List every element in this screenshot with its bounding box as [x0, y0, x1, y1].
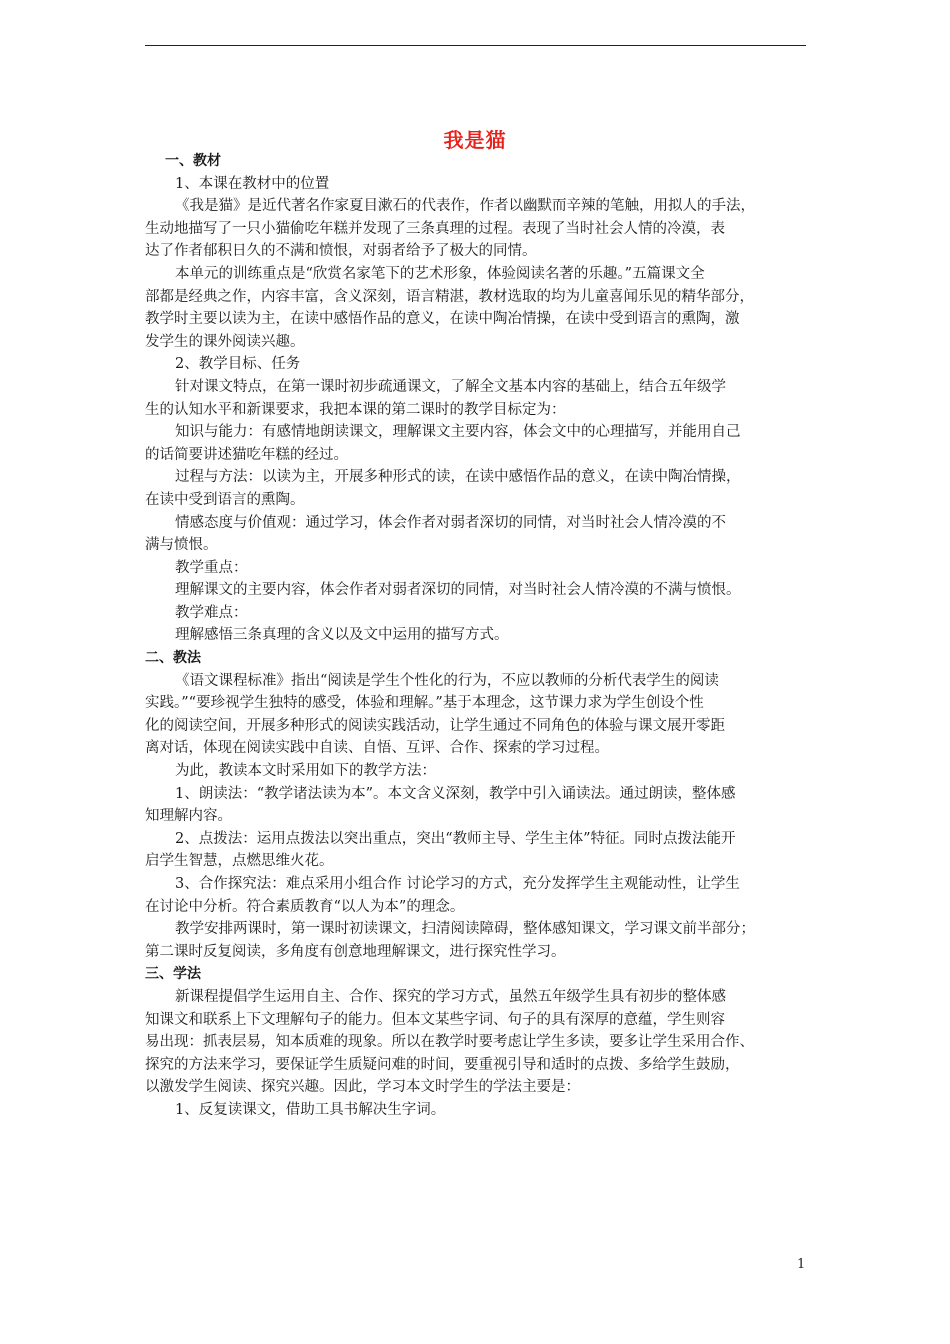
body-line: 发学生的课外阅读兴趣。 — [145, 333, 305, 350]
body-line: 启学生智慧，点燃思维火花。 — [145, 853, 334, 870]
body-line: 达了作者郁积日久的不满和愤恨，对弱者给予了极大的同情。 — [145, 243, 537, 260]
body-line: 探究的方法来学习，要保证学生质疑问难的时间，要重视引导和适时的点拨、多给学生鼓励， — [145, 1056, 740, 1073]
body-line: 在读中受到语言的熏陶。 — [145, 491, 305, 508]
section-heading: 一、教材 — [165, 153, 221, 169]
body-line: 1、朗读法：“教学诸法读为本”。本文含义深刻，教学中引入诵读法。通过朗读，整体感 — [175, 785, 736, 802]
body-line: 情感态度与价值观：通过学习，体会作者对弱者深切的同情，对当时社会人情冷漠的不 — [175, 514, 726, 531]
document-body — [145, 150, 810, 1122]
body-line: 第二课时反复阅读，多角度有创意地理解课文，进行探究性学习。 — [145, 943, 566, 960]
body-line: 针对课文特点，在第一课时初步疏通课文，了解全文基本内容的基础上，结合五年级学 — [175, 378, 726, 395]
body-line: 离对话，体现在阅读实践中自读、自悟、互评、合作、探索的学习过程。 — [145, 740, 609, 757]
body-line: 《语文课程标准》指出“阅读是学生个性化的行为，不应以教师的分析代表学生的阅读 — [175, 672, 719, 689]
body-line: 教学重点： — [175, 559, 248, 576]
section-heading: 三、学法 — [145, 966, 201, 983]
body-line: 满与愤恨。 — [145, 537, 218, 554]
body-line: 实践。”“要珍视学生独特的感受，体验和理解。”基于本理念，这节课力求为学生创设个性 — [145, 695, 704, 712]
body-line: 1、反复读课文，借助工具书解决生字词。 — [175, 1101, 446, 1118]
body-line: 化的阅读空间，开展多种形式的阅读实践活动，让学生通过不同角色的体验与课文展开零距 — [145, 717, 725, 734]
body-line: 易出现：抓表层易，知本质难的现象。所以在教学时要考虑让学生多读，要多让学生采用合作、 — [145, 1034, 754, 1051]
body-line: 过程与方法：以读为主，开展多种形式的读，在读中感悟作品的意义，在读中陶冶情操， — [175, 469, 741, 486]
body-line: 2、教学目标、任务 — [175, 356, 301, 373]
header-rule — [145, 45, 806, 46]
body-line: 3、合作探究法：难点采用小组合作 讨论学习的方式，充分发挥学生主观能动性，让学生 — [175, 876, 740, 892]
body-line: 生动地描写了一只小猫偷吃年糕并发现了三条真理的过程。表现了当时社会人情的冷漠，表 — [145, 220, 725, 237]
body-line: 为此，教读本文时采用如下的教学方法： — [175, 763, 436, 780]
body-line: 本单元的训练重点是“欣赏名家笔下的艺术形象，体验阅读名著的乐趣。”五篇课文全 — [175, 265, 705, 282]
body-line: 理解感悟三条真理的含义以及文中运用的描写方式。 — [175, 627, 509, 644]
body-line: 在讨论中分析。符合素质教育“以人为本”的理念。 — [145, 898, 465, 915]
body-line: 以激发学生阅读、探究兴趣。因此，学习本文时学生的学法主要是： — [145, 1079, 580, 1096]
body-line: 《我是猫》是近代著名作家夏目漱石的代表作，作者以幽默而辛辣的笔触，用拟人的手法， — [175, 198, 755, 215]
body-line: 知理解内容。 — [145, 808, 232, 825]
body-line: 教学难点： — [175, 604, 248, 621]
body-line: 教学时主要以读为主，在读中感悟作品的意义，在读中陶冶情操，在读中受到语言的熏陶，激 — [145, 311, 740, 328]
body-line: 1、本课在教材中的位置 — [175, 175, 330, 192]
section-heading: 二、教法 — [145, 650, 201, 667]
body-line: 知课文和联系上下文理解句子的能力。但本文某些字词、句子的具有深厚的意蕴，学生则容 — [145, 1011, 725, 1028]
body-line: 的话简要讲述猫吃年糕的经过。 — [145, 446, 348, 463]
body-line: 部都是经典之作，内容丰富，含义深刻，语言精湛，教材选取的均为儿童喜闻乐见的精华部分， — [145, 288, 754, 305]
body-line: 教学安排两课时，第一课时初读课文，扫清阅读障碍，整体感知课文，学习课文前半部分； — [175, 921, 755, 938]
body-line: 理解课文的主要内容，体会作者对弱者深切的同情，对当时社会人情冷漠的不满与愤恨。 — [175, 582, 741, 599]
body-line: 知识与能力：有感情地朗读课文，理解课文主要内容，体会文中的心理描写，并能用自己 — [175, 424, 741, 441]
page-number: 1 — [797, 1257, 806, 1272]
body-line: 新课程提倡学生运用自主、合作、探究的学习方式，虽然五年级学生具有初步的整体感 — [175, 988, 726, 1005]
body-line: 2、点拨法：运用点拨法以突出重点，突出“教师主导、学生主体”特征。同时点拨法能开 — [175, 830, 736, 847]
document-title: 我是猫 — [443, 128, 507, 152]
body-line: 生的认知水平和新课要求，我把本课的第二课时的教学目标定为： — [145, 401, 566, 418]
